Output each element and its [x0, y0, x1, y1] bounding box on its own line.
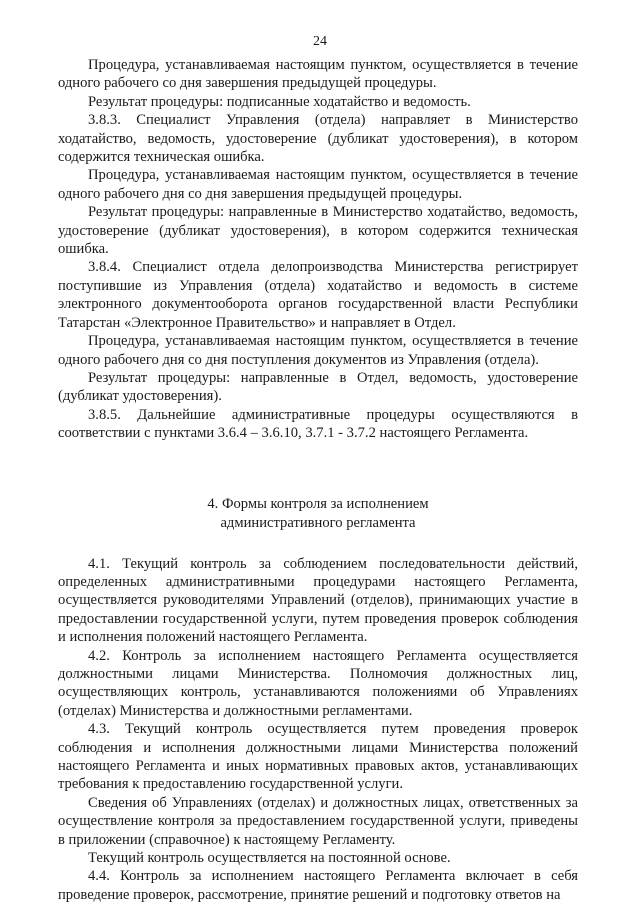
- spacer: [58, 533, 578, 555]
- paragraph: 3.8.4. Специалист отдела делопроизводства Министерства регистрирует поступившие из Управления (отдела) ходатайство и ведомость в системе электронного документооборота органов государственной власти Республики Татарстан «Электронное Правительство» и направляет в Отдел.: [58, 259, 578, 331]
- paragraph: 4.3. Текущий контроль осуществляется путем проведения проверок соблюдения и исполнения должностными лицами Министерства положений настоящего Регламента и иных нормативных правовых актов, устанавливающих требования к предоставлению государственной услуги.: [58, 721, 578, 793]
- section-heading-line1: 4. Формы контроля за исполнением: [207, 495, 429, 512]
- section-heading: [58, 495, 578, 533]
- paragraph: 3.8.3. Специалист Управления (отдела) направляет в Министерство ходатайство, ведомость, удостоверение (дубликат удостоверения), в котором содержится техническая ошибка.: [58, 112, 578, 166]
- paragraph: Процедура, устанавливаемая настоящим пунктом, осуществляется в течение одного рабочего дня со дня завершения предыдущей процедуры.: [58, 167, 578, 202]
- document-body: [58, 56, 578, 904]
- paragraph: Результат процедуры: направленные в Министерство ходатайство, ведомость, удостоверение (дубликат удостоверения), в котором содержится техническая ошибка.: [58, 204, 578, 258]
- paragraph: Результат процедуры: подписанные ходатайство и ведомость.: [88, 93, 471, 110]
- paragraph: Процедура, устанавливаемая настоящим пунктом, осуществляется в течение одного рабочего дня со дня поступления документов из Управления (отдела).: [58, 333, 578, 368]
- paragraph: 4.1. Текущий контроль за соблюдением последовательности действий, определенных административными процедурами настоящего Регламента, осуществляется руководителями Управлений (отделов), принимающих участие в предоставлении государственной услуги, путем проведения проверок соблюдения и исполнения положений настоящего Регламента.: [58, 555, 578, 646]
- paragraph: 3.8.5. Дальнейшие административные процедуры осуществляются в соответствии с пунктами 3.6.4 – 3.6.10, 3.7.1 - 3.7.2 настоящего Регламента.: [58, 406, 578, 442]
- paragraph: Сведения об Управлениях (отделах) и должностных лицах, ответственных за осуществление контроля за предоставлением государственной услуги, приведены в приложении (справочное) к настоящему Регламенту.: [58, 794, 578, 848]
- paragraph: Текущий контроль осуществляется на постоянной основе.: [88, 850, 451, 867]
- paragraph: 4.2. Контроль за исполнением настоящего Регламента осуществляется должностными лицами Министерства. Полномочия должностных лиц, осуществляющих контроль, устанавливаются положениями об Управлениях (отделах) Министерства и должностными регламентами.: [58, 647, 578, 719]
- page-number: 24: [313, 34, 327, 49]
- paragraph: 4.4. Контроль за исполнением настоящего Регламента включает в себя проведение проверок, рассмотрение, принятие решений и подготовку ответов на: [58, 868, 578, 903]
- paragraph: Процедура, устанавливаемая настоящим пунктом, осуществляется в течение одного рабочего со дня завершения предыдущей процедуры.: [58, 57, 578, 92]
- paragraph: Результат процедуры: направленные в Отдел, ведомость, удостоверение (дубликат удостоверения).: [58, 369, 578, 405]
- section-heading-line2: административного регламента: [220, 514, 416, 531]
- spacer: [58, 443, 578, 495]
